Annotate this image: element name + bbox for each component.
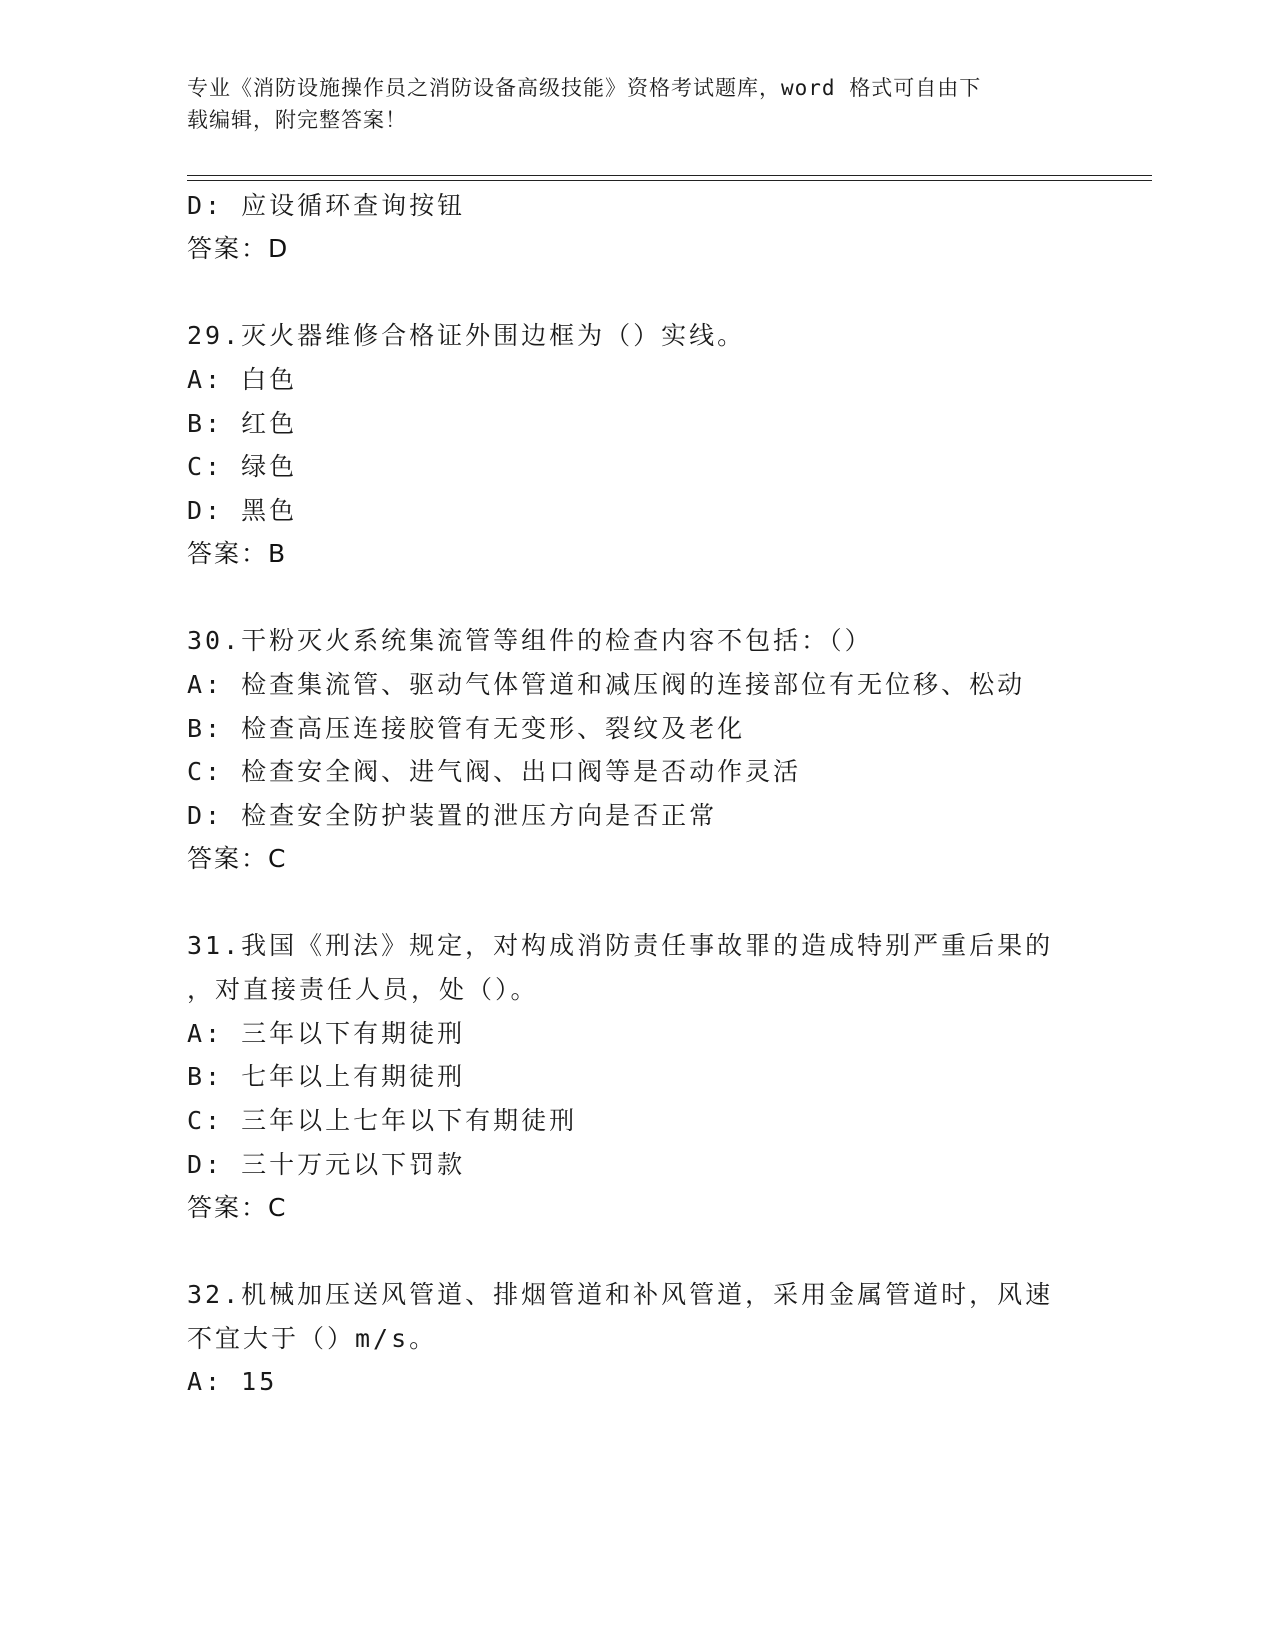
option-line: D: 三十万元以下罚款 bbox=[187, 1150, 466, 1179]
question-stem: 32.机械加压送风管道、排烟管道和补风管道，采用金属管道时，风速 bbox=[187, 1280, 1054, 1309]
header-divider-top bbox=[187, 175, 1152, 176]
answer-line: 答案：D bbox=[187, 234, 290, 263]
header-line-1: 专业《消防设施操作员之消防设备高级技能》资格考试题库，word 格式可自由下 bbox=[187, 76, 982, 100]
option-line: C: 绿色 bbox=[187, 452, 298, 481]
document-header bbox=[187, 72, 1077, 136]
option-line: B: 检查高压连接胶管有无变形、裂纹及老化 bbox=[187, 714, 746, 743]
question-stem: 30.干粉灭火系统集流管等组件的检查内容不包括：（） bbox=[187, 626, 873, 655]
option-line: C: 三年以上七年以下有期徒刑 bbox=[187, 1106, 578, 1135]
question-stem-continued: 不宜大于（）m/s。 bbox=[187, 1324, 438, 1353]
header-line-2: 载编辑，附完整答案！ bbox=[187, 108, 407, 132]
option-line: A: 检查集流管、驱动气体管道和减压阀的连接部位有无位移、松动 bbox=[187, 670, 1026, 699]
option-line: B: 七年以上有期徒刑 bbox=[187, 1062, 466, 1091]
answer-line: 答案：B bbox=[187, 539, 288, 568]
option-line: D: 应设循环查询按钮 bbox=[187, 191, 466, 220]
question-stem-continued: ，对直接责任人员，处（）。 bbox=[187, 975, 539, 1004]
option-line: A: 三年以下有期徒刑 bbox=[187, 1019, 466, 1048]
header-divider-bottom bbox=[187, 180, 1152, 181]
option-line: D: 黑色 bbox=[187, 496, 298, 525]
option-line: B: 红色 bbox=[187, 409, 298, 438]
answer-line: 答案：C bbox=[187, 844, 288, 873]
option-line: C: 检查安全阀、进气阀、出口阀等是否动作灵活 bbox=[187, 757, 802, 786]
option-line: A: 15 bbox=[187, 1367, 278, 1396]
question-stem: 31.我国《刑法》规定，对构成消防责任事故罪的造成特别严重后果的 bbox=[187, 931, 1054, 960]
option-line: D: 检查安全防护装置的泄压方向是否正常 bbox=[187, 801, 718, 830]
option-line: A: 白色 bbox=[187, 365, 298, 394]
answer-line: 答案：C bbox=[187, 1193, 288, 1222]
question-stem: 29.灭火器维修合格证外围边框为（）实线。 bbox=[187, 321, 746, 350]
